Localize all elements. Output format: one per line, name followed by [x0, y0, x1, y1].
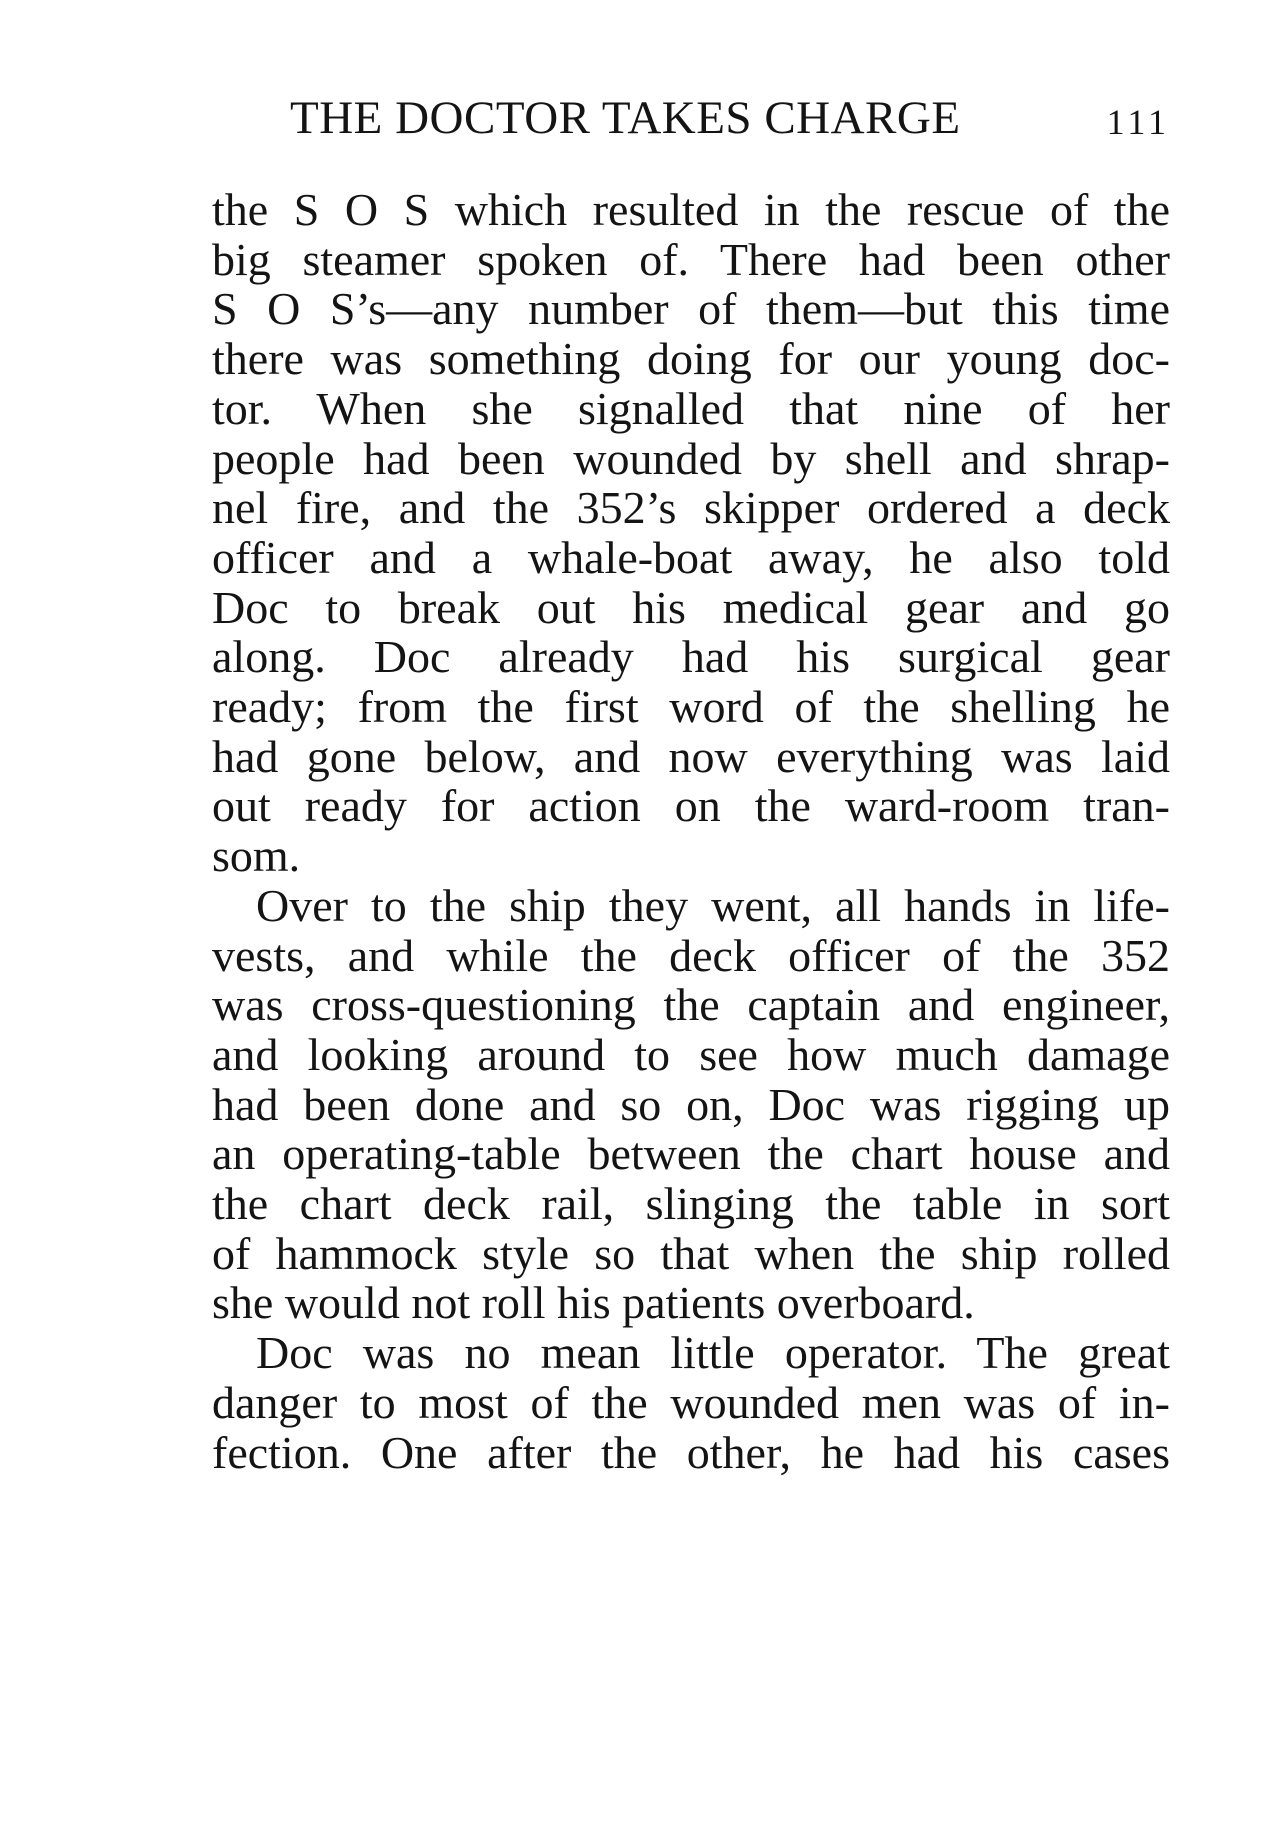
text-line: the S O S which resulted in the rescue of the [212, 184, 1170, 235]
text-line: Doc to break out his medical gear and go [212, 581, 1170, 633]
text-line: vests, and while the deck officer of the 352 [212, 929, 1170, 981]
text-line: along. Doc already had his surgical gear [212, 631, 1170, 683]
running-title: THE DOCTOR TAKES CHARGE [290, 92, 961, 144]
text-line: people had been wounded by shell and shrap- [212, 432, 1170, 484]
text-line: danger to most of the wounded men was of in- [212, 1376, 1170, 1428]
text-line: big steamer spoken of. There had been other [212, 233, 1170, 285]
text-line: fection. One after the other, he had his cases [212, 1426, 1170, 1478]
text-line: had gone below, and now everything was laid [212, 730, 1170, 782]
text-line: and looking around to see how much damage [212, 1028, 1170, 1080]
text-line: tor. When she signalled that nine of her [212, 382, 1170, 434]
text-line: som. [212, 830, 301, 882]
page-number: 111 [1106, 102, 1170, 142]
text-line: Doc was no mean little operator. The great [256, 1327, 1170, 1379]
text-line: out ready for action on the ward-room tran- [212, 780, 1170, 832]
text-line: S O S’s—any number of them—but this time [212, 283, 1170, 335]
text-line: an operating-table between the chart house and [212, 1128, 1170, 1180]
text-line: nel fire, and the 352’s skipper ordered a deck [212, 482, 1170, 534]
text-line: ready; from the first word of the shelling he [212, 681, 1170, 732]
text-line: of hammock style so that when the ship rolled [212, 1227, 1170, 1279]
running-head [290, 88, 1170, 148]
text-line: had been done and so on, Doc was rigging up [212, 1078, 1170, 1130]
text-line: there was something doing for our young doc- [212, 333, 1170, 385]
text-line: she would not roll his patients overboard. [212, 1277, 975, 1329]
text-line: was cross-questioning the captain and engineer, [212, 979, 1170, 1031]
text-line: the chart deck rail, slinging the table in sort [212, 1178, 1170, 1229]
text-line: Over to the ship they went, all hands in life- [256, 879, 1170, 931]
text-line: officer and a whale-boat away, he also told [212, 531, 1170, 583]
body-text [212, 180, 1170, 1780]
